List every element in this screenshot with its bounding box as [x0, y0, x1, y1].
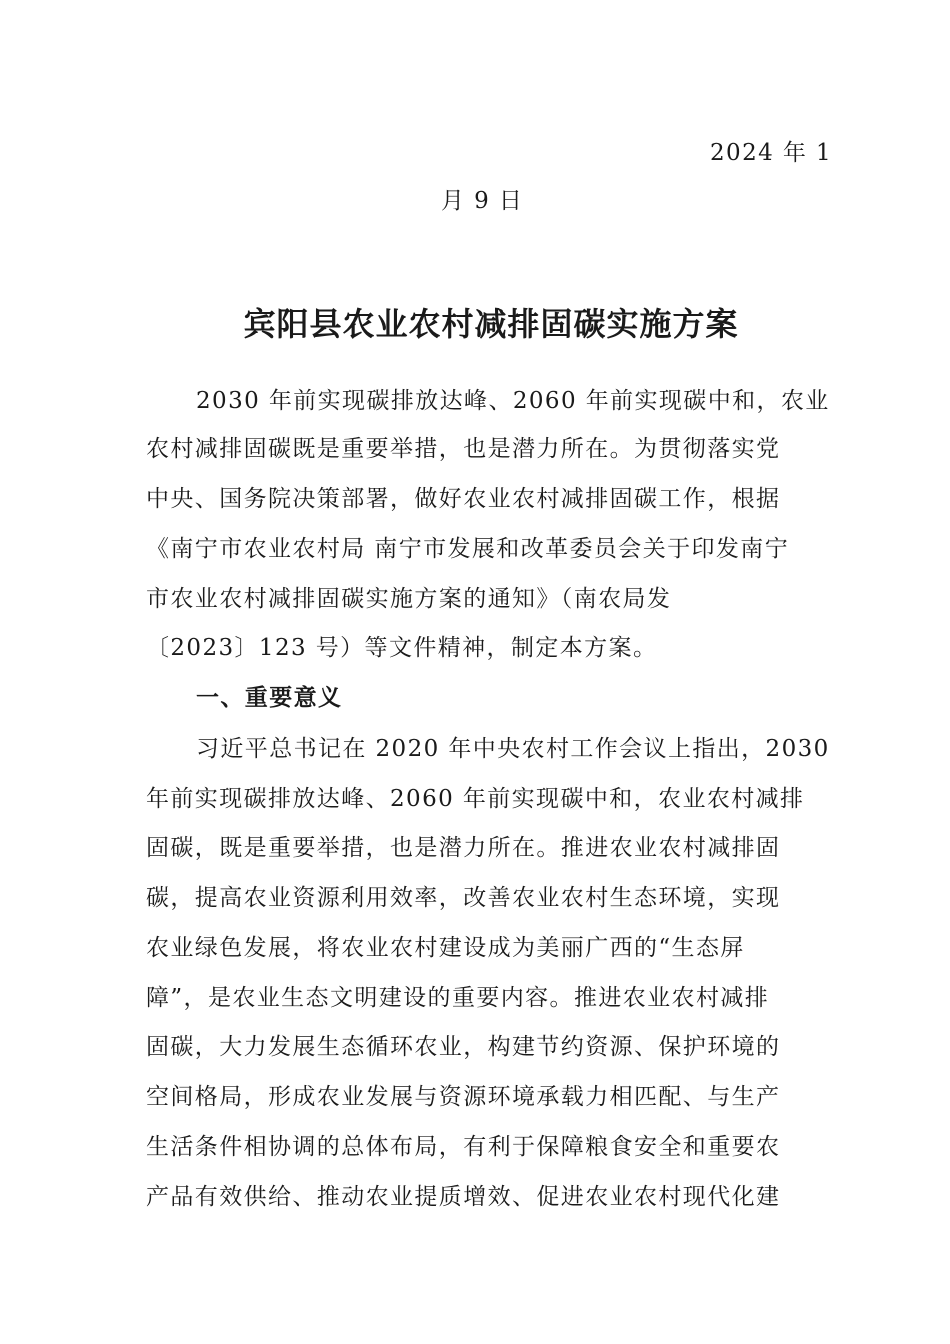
section-line: 农业绿色发展，将农业农村建设成为美丽广西的“生态屏 [146, 935, 745, 961]
intro-line: 农村减排固碳既是重要举措，也是潜力所在。为贯彻落实党 [146, 436, 781, 462]
intro-line: 2030 年前实现碳排放达峰、2060 年前实现碳中和，农业 [196, 388, 830, 414]
intro-line: 中央、国务院决策部署，做好农业农村减排固碳工作，根据 [146, 486, 781, 512]
section-line: 生活条件相协调的总体布局，有利于保障粮食安全和重要农 [146, 1134, 781, 1160]
date-line-1: 2024 年 1 [710, 140, 832, 166]
section-line: 空间格局，形成农业发展与资源环境承载力相匹配、与生产 [146, 1084, 781, 1110]
section-heading: 一、重要意义 [196, 685, 343, 711]
section-line: 年前实现碳排放达峰、2060 年前实现碳中和，农业农村减排 [146, 786, 805, 812]
document-title: 宾阳县农业农村减排固碳实施方案 [243, 305, 739, 343]
intro-line: 《南宁市农业农村局 南宁市发展和改革委员会关于印发南宁 [146, 536, 790, 562]
date-line-2: 月 9 日 [441, 188, 524, 214]
section-line: 障”，是农业生态文明建设的重要内容。推进农业农村减排 [146, 985, 770, 1011]
intro-line: 〔2023〕123 号）等文件精神，制定本方案。 [146, 635, 658, 661]
section-line: 习近平总书记在 2020 年中央农村工作会议上指出，2030 [196, 736, 830, 762]
intro-line: 市农业农村减排固碳实施方案的通知》（南农局发 [146, 586, 672, 612]
section-line: 固碳，既是重要举措，也是潜力所在。推进农业农村减排固 [146, 835, 781, 861]
section-line: 碳，提高农业资源利用效率，改善农业农村生态环境，实现 [146, 885, 781, 911]
section-line: 固碳，大力发展生态循环农业，构建节约资源、保护环境的 [146, 1034, 781, 1060]
section-line: 产品有效供给、推动农业提质增效、促进农业农村现代化建 [146, 1184, 781, 1210]
